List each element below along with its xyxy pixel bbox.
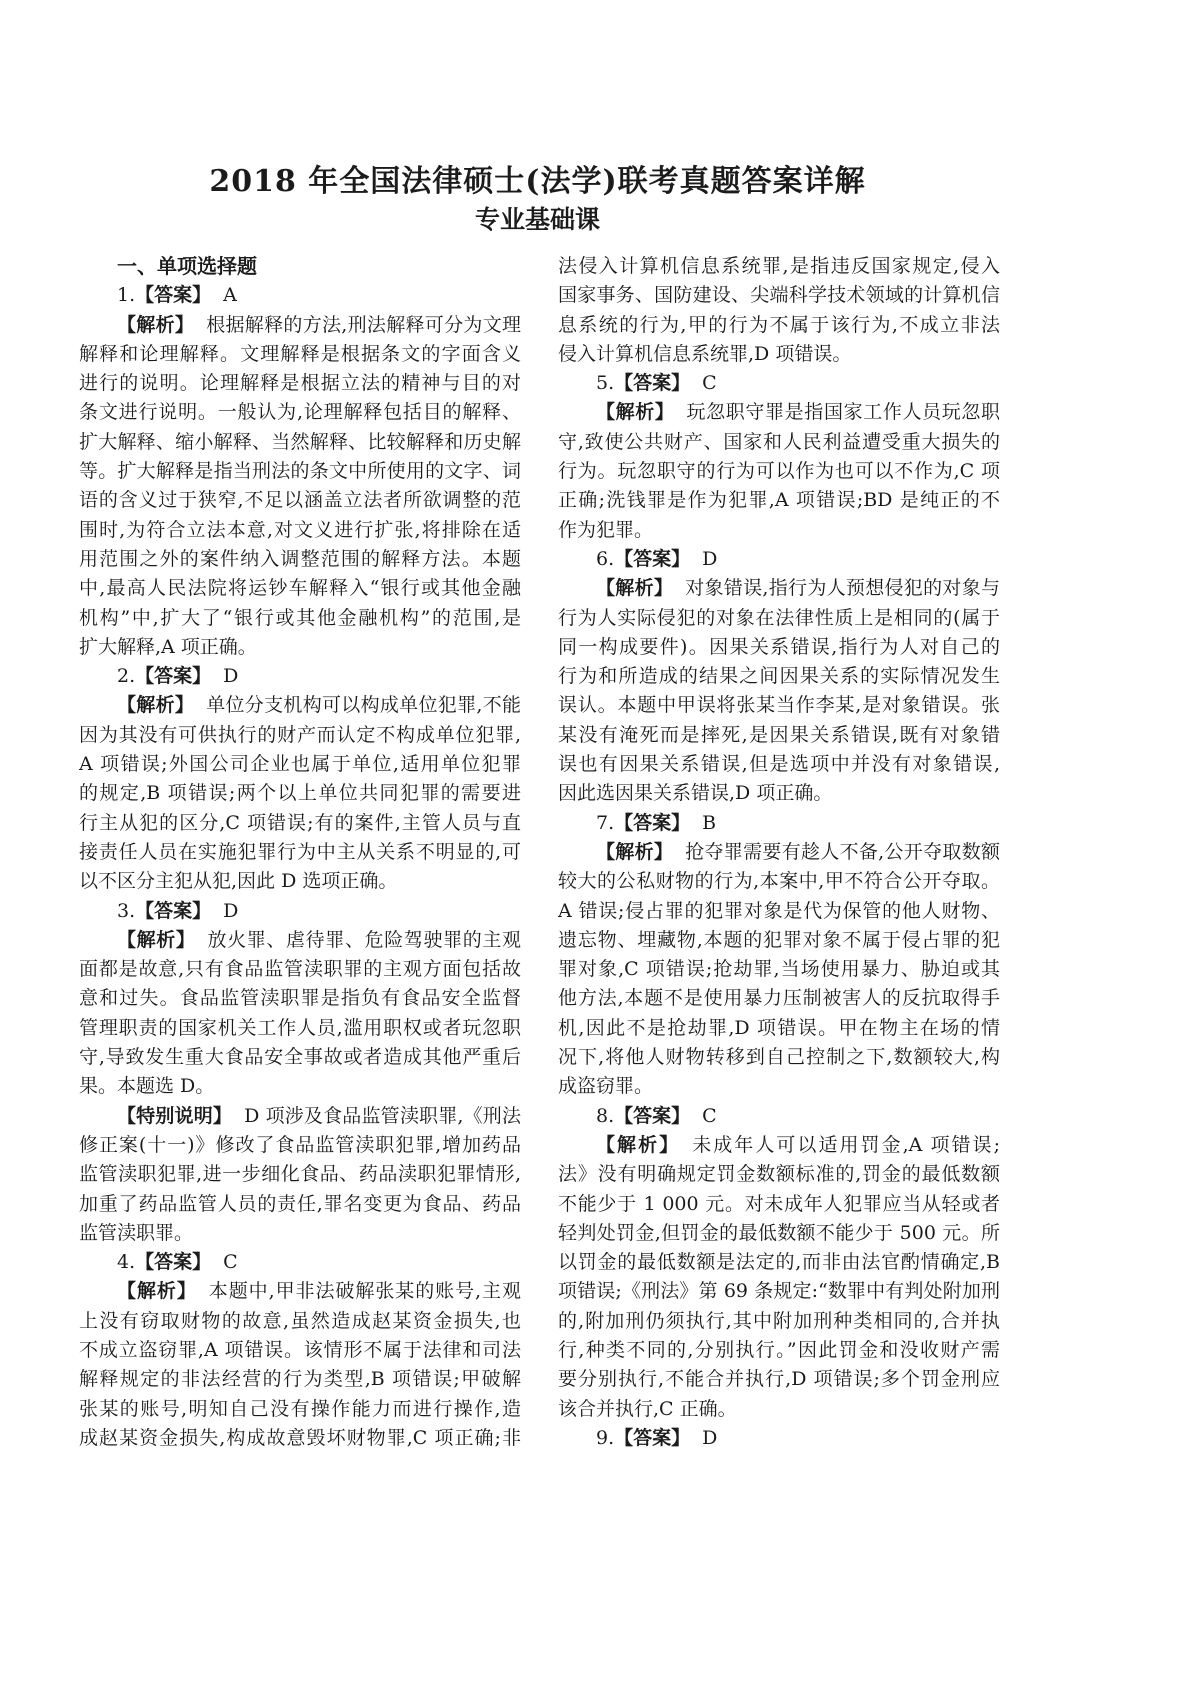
line-text: 扩大解释、缩小解释、当然解释、比较解释和历史解 <box>79 430 521 453</box>
line-text: 法侵入计算机信息系统罪,是指违反国家规定,侵入 <box>558 255 1000 277</box>
line-text: 误认。本题中甲误将张某当作李某,是对象错误。张 <box>558 694 1000 717</box>
analysis-label: 【解析】 <box>117 694 195 717</box>
line-text: 行主从犯的区分,C 项错误;有的案件,主管人员与直 <box>79 811 521 834</box>
paragraph-line <box>79 457 521 486</box>
paragraph-line <box>79 1395 521 1424</box>
paragraph-line <box>558 1365 1000 1394</box>
paragraph-line <box>558 691 1000 720</box>
line-text: 果。本题选 D。 <box>79 1075 215 1098</box>
line-text: 要分别执行,不能合并执行,D 项错误;多个罚金刑应 <box>558 1368 1000 1391</box>
paragraph-line <box>79 545 521 574</box>
right-column <box>558 252 1000 1453</box>
answer-line <box>558 369 1000 398</box>
line-text: 上没有窃取财物的故意,虽然造成赵某资金损失,也 <box>79 1309 521 1332</box>
paragraph-line <box>79 516 521 545</box>
line-text: 遗忘物、埋藏物,本题的犯罪对象不属于侵占罪的犯 <box>558 928 1000 951</box>
analysis-label: 【解析】 <box>117 313 195 336</box>
paragraph-line <box>558 633 1000 662</box>
paragraph-line <box>79 574 521 603</box>
paragraph-line <box>558 897 1000 926</box>
answer-label: 【答案】 <box>614 547 691 570</box>
paragraph-line <box>558 486 1000 515</box>
paragraph-line <box>79 340 521 369</box>
line-text: 况下,将他人财物转移到自己控制之下,数额较大,构 <box>558 1046 1000 1069</box>
paragraph-line <box>79 486 521 515</box>
paragraph-line <box>558 779 1000 808</box>
line-text: 解释和论理解释。文理解释是根据条文的字面含义 <box>79 342 521 365</box>
line-text: 他方法,本题不是使用暴力压制被害人的反抗取得手 <box>558 987 1000 1010</box>
line-text: 本题中,甲非法破解张某的账号,主观 <box>208 1280 521 1303</box>
paragraph-line <box>79 604 521 633</box>
answer-value: D <box>702 547 718 570</box>
paragraph-line <box>79 633 521 662</box>
answer-value: A <box>223 284 237 307</box>
paragraph-line <box>558 428 1000 457</box>
answer-line <box>79 281 521 310</box>
question-number: 7. <box>596 811 615 834</box>
question-number: 3. <box>117 899 136 922</box>
question-number: 9. <box>596 1426 615 1449</box>
paragraph-line <box>558 1190 1000 1219</box>
line-text: 行为人实际侵犯的对象在法律性质上是相同的(属于 <box>558 606 1000 629</box>
line-text: 该合并执行,C 正确。 <box>558 1397 737 1420</box>
paragraph-line <box>79 1336 521 1365</box>
paragraph-line <box>79 1072 521 1101</box>
question-number: 8. <box>596 1104 615 1127</box>
answer-line <box>79 662 521 691</box>
paragraph-line <box>79 1365 521 1394</box>
line-text: 正确;洗钱罪是作为犯罪,A 项错误;BD 是纯正的不 <box>558 489 1000 512</box>
analysis-label: 【解析】 <box>117 928 196 951</box>
line-text: 扩大解释,A 项正确。 <box>79 635 257 658</box>
left-column <box>79 252 521 1453</box>
paragraph-line <box>558 1072 1000 1101</box>
line-text: 守,致使公共财产、国家和人民利益遭受重大损失的 <box>558 430 1000 453</box>
paragraph-line <box>79 1014 521 1043</box>
paragraph-line <box>79 867 521 896</box>
line-text: 张某的账号,明知自己没有操作能力而进行操作,造 <box>79 1397 521 1420</box>
page-subtitle: 专业基础课 <box>474 205 600 234</box>
answer-value: C <box>702 372 717 395</box>
paragraph-line <box>79 838 521 867</box>
paragraph-line <box>79 428 521 457</box>
paragraph-line <box>79 1219 521 1248</box>
answer-line <box>558 545 1000 574</box>
analysis-label: 【特别说明】 <box>117 1104 233 1127</box>
analysis-label: 【解析】 <box>596 401 675 424</box>
paragraph-line <box>79 1190 521 1219</box>
line-text: 根据解释的方法,刑法解释可分为文理 <box>206 313 521 336</box>
analysis-label: 【解析】 <box>596 1133 681 1156</box>
line-text: A 错误;侵占罪的犯罪对象是代为保管的他人财物、 <box>558 899 1000 922</box>
paragraph-line <box>79 1160 521 1189</box>
paragraph-line <box>558 955 1000 984</box>
line-text: 同一构成要件)。因果关系错误,指行为人对自己的 <box>558 635 1000 658</box>
line-text: 中,最高人民法院将运钞车解释入“银行或其他金融 <box>79 577 521 600</box>
line-text: 监管渎职犯罪,进一步细化食品、药品渎职犯罪情形, <box>79 1163 521 1186</box>
paragraph-line <box>558 750 1000 779</box>
line-text: 守,导致发生重大食品安全事故或者造成其他严重后 <box>79 1046 521 1069</box>
paragraph-line <box>558 604 1000 633</box>
paragraph-line <box>79 809 521 838</box>
paragraph-line <box>79 369 521 398</box>
line-text: 机,因此不是抢劫罪,D 项错误。甲在物主在场的情 <box>558 1016 1000 1039</box>
paragraph-line <box>79 1131 521 1160</box>
paragraph-line <box>79 1307 521 1336</box>
paragraph-line <box>558 662 1000 691</box>
paragraph-line <box>558 838 1000 867</box>
paragraph-line <box>558 1160 1000 1189</box>
paragraph-line <box>558 1336 1000 1365</box>
line-text: 行,种类不同的,分别执行。”因此罚金和没收财产需 <box>558 1338 1000 1361</box>
paragraph-line <box>558 311 1000 340</box>
line-text: 接责任人员在实施犯罪行为中主从关系不明显的,可 <box>79 840 521 863</box>
answer-label: 【答案】 <box>135 1251 212 1274</box>
answer-label: 【答案】 <box>135 665 212 688</box>
analysis-label: 【解析】 <box>117 1280 197 1303</box>
line-text: 侵入计算机信息系统罪,D 项错误。 <box>558 342 852 365</box>
section-heading: 一、单项选择题 <box>117 254 257 278</box>
paragraph-line <box>558 516 1000 545</box>
line-text: 以不区分主犯从犯,因此 D 选项正确。 <box>79 870 398 893</box>
line-text: 机构”中,扩大了“银行或其他金融机构”的范围,是 <box>79 606 521 629</box>
answer-line <box>79 1248 521 1277</box>
paragraph-line <box>558 867 1000 896</box>
line-text: 不成立盗窃罪,A 项错误。该情形不属于法律和司法 <box>79 1338 521 1361</box>
paragraph-line <box>558 1277 1000 1306</box>
line-text: 国家事务、国防建设、尖端科学技术领域的计算机信 <box>558 284 1000 307</box>
paragraph-line <box>558 1043 1000 1072</box>
paragraph-line <box>558 1219 1000 1248</box>
line-text: 行为和所造成的结果之间因果关系的实际情况发生 <box>558 665 1000 688</box>
answer-value: D <box>223 899 239 922</box>
paragraph-line <box>79 1424 521 1453</box>
question-number: 5. <box>596 372 615 395</box>
line-text: 面都是故意,只有食品监管渎职罪的主观方面包括故 <box>79 958 521 981</box>
line-text: 语的含义过于狭窄,不足以涵盖立法者所欲调整的范 <box>79 489 521 512</box>
paragraph-line <box>558 252 1000 281</box>
analysis-label: 【解析】 <box>596 840 674 863</box>
paragraph-line <box>79 721 521 750</box>
answer-value: D <box>223 665 239 688</box>
line-text: 误也有因果关系错误,但是选项中并没有对象错误, <box>558 753 1000 776</box>
paragraph-line <box>79 984 521 1013</box>
paragraph-line <box>558 340 1000 369</box>
line-text: 单位分支机构可以构成单位犯罪,不能 <box>206 694 521 717</box>
question-number: 4. <box>117 1251 136 1274</box>
answer-value: C <box>702 1104 717 1127</box>
paragraph-line <box>558 398 1000 427</box>
paragraph-line <box>79 691 521 720</box>
answer-label: 【答案】 <box>135 284 212 307</box>
paragraph-line <box>79 1102 521 1131</box>
line-text: 加重了药品监管人员的责任,罪名变更为食品、药品 <box>79 1192 521 1215</box>
page-title: 2018 年全国法律硕士(法学)联考真题答案详解 <box>209 164 866 199</box>
line-text: 以罚金的最低数额是法定的,而非由法官酌情确定,B <box>558 1251 1000 1274</box>
paragraph-line <box>558 984 1000 1013</box>
paragraph-line <box>558 457 1000 486</box>
line-text: 不能少于 1 000 元。对未成年人犯罪应当从轻或者 <box>558 1192 1000 1215</box>
paragraph-line <box>79 750 521 779</box>
line-text: 某没有淹死而是摔死,是因果关系错误,既有对象错 <box>558 723 1000 746</box>
answer-line <box>558 1424 1000 1453</box>
paragraph-line <box>558 574 1000 603</box>
line-text: 的规定,B 项错误;两个以上单位共同犯罪的需要进 <box>79 782 521 805</box>
paragraph-line <box>79 398 521 427</box>
line-text: 未成年人可以适用罚金,A 项错误; <box>692 1133 1000 1156</box>
paragraph-line <box>558 1395 1000 1424</box>
line-text: D 项涉及食品监管渎职罪,《刑法 <box>244 1104 521 1127</box>
line-text: 行为。玩忽职守的行为可以作为也可以不作为,C 项 <box>558 460 1000 483</box>
paragraph-line <box>558 1131 1000 1160</box>
answer-value: B <box>702 811 717 834</box>
answer-label: 【答案】 <box>614 1104 691 1127</box>
line-text: 监管渎职罪。 <box>79 1221 194 1244</box>
answer-value: D <box>702 1426 718 1449</box>
question-number: 1. <box>117 284 136 307</box>
paragraph-line <box>558 1014 1000 1043</box>
line-text: 修正案(十一)》修改了食品监管渎职犯罪,增加药品 <box>79 1133 521 1156</box>
line-text: 因为其没有可供执行的财产而认定不构成单位犯罪, <box>79 723 521 746</box>
line-text: 息系统的行为,甲的行为不属于该行为,不成立非法 <box>558 313 1000 336</box>
answer-line <box>558 809 1000 838</box>
answer-label: 【答案】 <box>135 899 212 922</box>
question-number: 2. <box>117 665 136 688</box>
line-text: 玩忽职守罪是指国家工作人员玩忽职 <box>686 401 1000 424</box>
paragraph-line <box>79 955 521 984</box>
answer-label: 【答案】 <box>614 372 691 395</box>
line-text: 放火罪、虐待罪、危险驾驶罪的主观 <box>207 928 521 951</box>
paragraph-line <box>79 779 521 808</box>
paragraph-line <box>79 311 521 340</box>
answer-value: C <box>223 1251 238 1274</box>
line-text: 意和过失。食品监管渎职罪是指负有食品安全监督 <box>79 987 521 1010</box>
line-text: 围时,为符合立法本意,对文义进行扩张,将排除在适 <box>79 518 521 541</box>
line-text: 进行的说明。论理解释是根据立法的精神与目的对 <box>79 372 521 395</box>
line-text: 法》没有明确规定罚金数额标准的,罚金的最低数额 <box>558 1163 1000 1186</box>
line-text: 轻判处罚金,但罚金的最低数额不能少于 500 元。所 <box>558 1221 1000 1244</box>
answer-label: 【答案】 <box>614 811 691 834</box>
answer-line <box>79 897 521 926</box>
answer-label: 【答案】 <box>614 1426 691 1449</box>
line-text: 罪对象,C 项错误;抢劫罪,当场使用暴力、胁迫或其 <box>558 958 1000 981</box>
line-text: 抢夺罪需要有趁人不备,公开夺取数额 <box>685 840 1000 863</box>
paragraph-line <box>558 721 1000 750</box>
line-text: 项错误;《刑法》第 69 条规定:“数罪中有判处附加刑 <box>558 1280 1000 1303</box>
paragraph-line <box>558 926 1000 955</box>
question-number: 6. <box>596 547 615 570</box>
paragraph-line <box>558 281 1000 310</box>
paragraph-line <box>79 1277 521 1306</box>
line-text: 成盗窃罪。 <box>558 1075 654 1098</box>
line-text: 作为犯罪。 <box>558 518 654 541</box>
line-text: 成赵某资金损失,构成故意毁坏财物罪,C 项正确;非 <box>79 1426 521 1449</box>
line-text: 管理职责的国家机关工作人员,滥用职权或者玩忽职 <box>79 1016 521 1039</box>
paragraph-line <box>79 926 521 955</box>
paragraph-line <box>79 1043 521 1072</box>
line-text: 用范围之外的案件纳入调整范围的解释方法。本题 <box>79 547 521 570</box>
answer-line <box>558 1102 1000 1131</box>
line-text: 等。扩大解释是指当刑法的条文中所使用的文字、词 <box>79 460 521 483</box>
line-text: 因此选因果关系错误,D 项正确。 <box>558 782 833 805</box>
paragraph-line <box>558 1248 1000 1277</box>
analysis-label: 【解析】 <box>596 577 674 600</box>
line-text: 条文进行说明。一般认为,论理解释包括目的解释、 <box>79 401 521 424</box>
line-text: A 项错误;外国公司企业也属于单位,适用单位犯罪 <box>79 753 521 776</box>
line-text: 的,附加刑仍须执行,其中附加刑种类相同的,合并执 <box>558 1309 1000 1332</box>
line-text: 对象错误,指行为人预想侵犯的对象与 <box>685 577 1000 600</box>
paragraph-line <box>558 1307 1000 1336</box>
line-text: 解释规定的非法经营的行为类型,B 项错误;甲破解 <box>79 1368 521 1391</box>
line-text: 较大的公私财物的行为,本案中,甲不符合公开夺取。 <box>558 870 1000 893</box>
